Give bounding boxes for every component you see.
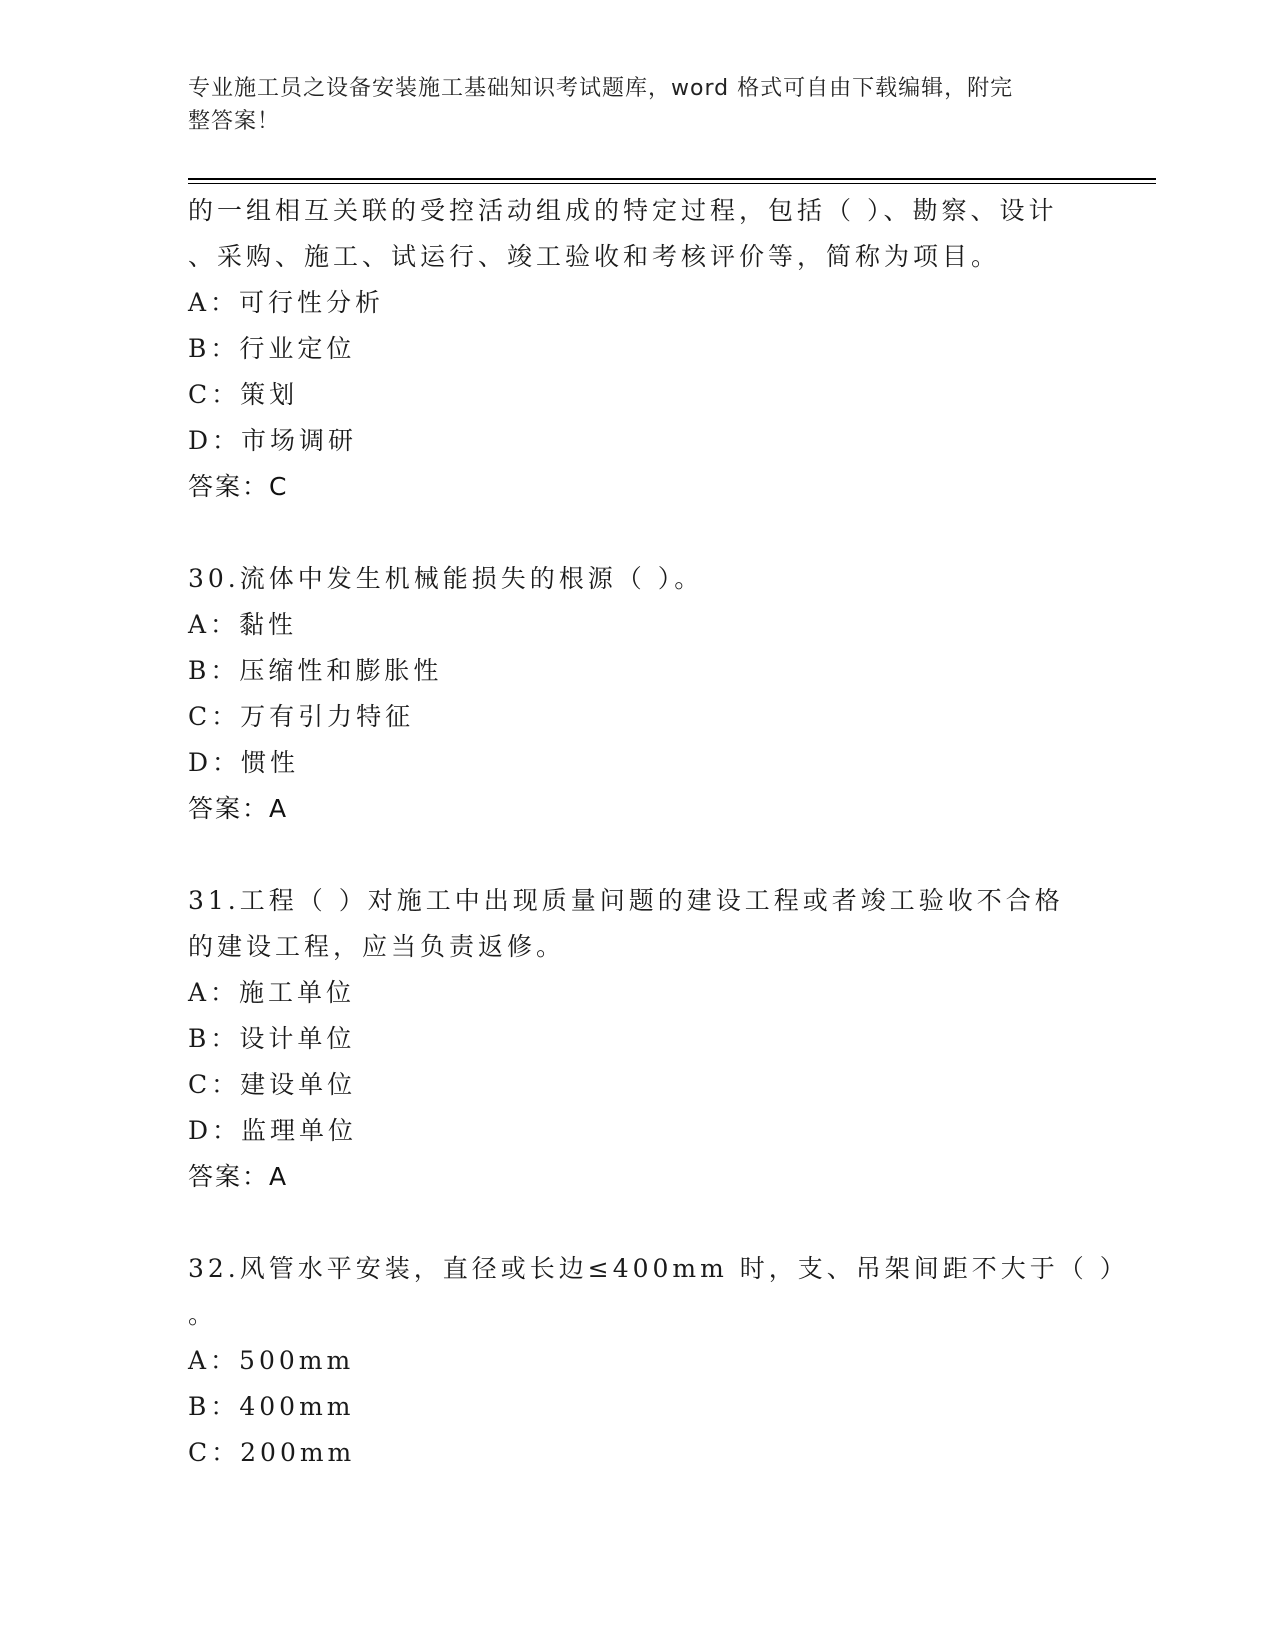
option-a: A：可行性分析	[188, 288, 385, 317]
answer-line: 答案：A	[188, 1162, 289, 1191]
question-stem-line: 的建设工程，应当负责返修。	[188, 932, 566, 961]
header-divider-thin	[188, 183, 1156, 184]
option-c: C：建设单位	[188, 1070, 357, 1099]
option-d: D：惯性	[188, 748, 300, 777]
question-block-31	[188, 878, 1088, 1200]
spacer	[188, 1200, 1088, 1246]
question-stem-line: 、采购、施工、试运行、竣工验收和考核评价等，简称为项目。	[188, 242, 1001, 271]
question-block-32	[188, 1246, 1129, 1476]
question-stem-line: 31.工程（ ）对施工中出现质量问题的建设工程或者竣工验收不合格	[188, 886, 1064, 915]
option-b: B：行业定位	[188, 334, 356, 363]
question-stem-line: 30.流体中发生机械能损失的根源（ ）。	[188, 564, 704, 593]
spacer	[188, 510, 1088, 556]
option-b: B：压缩性和膨胀性	[188, 656, 443, 685]
header-line-2: 整答案！	[188, 109, 281, 134]
option-b: B：400mm	[188, 1392, 355, 1421]
header-divider-thick	[188, 178, 1156, 180]
option-d: D：监理单位	[188, 1116, 358, 1145]
option-c: C：万有引力特征	[188, 702, 415, 731]
question-stem-line: 32.风管水平安装，直径或长边≤400mm 时，支、吊架间距不大于（ ）	[188, 1254, 1129, 1283]
question-block-continued	[188, 188, 1088, 510]
option-a: A：施工单位	[188, 978, 356, 1007]
question-stem-line: 的一组相互关联的受控活动组成的特定过程，包括（ ）、勘察、设计	[188, 196, 1058, 225]
spacer	[188, 832, 1088, 878]
option-a: A：黏性	[188, 610, 298, 639]
question-stem-line: 。	[188, 1300, 218, 1329]
option-c: C：200mm	[188, 1438, 356, 1467]
option-d: D：市场调研	[188, 426, 358, 455]
question-block-30	[188, 556, 1088, 832]
question-list	[188, 188, 1129, 1476]
answer-line: 答案：C	[188, 472, 289, 501]
option-c: C：策划	[188, 380, 299, 409]
document-header	[188, 72, 1068, 138]
option-a: A：500mm	[188, 1346, 355, 1375]
option-b: B：设计单位	[188, 1024, 356, 1053]
header-line-1: 专业施工员之设备安装施工基础知识考试题库，word 格式可自由下载编辑，附完	[188, 76, 1014, 101]
answer-line: 答案：A	[188, 794, 289, 823]
